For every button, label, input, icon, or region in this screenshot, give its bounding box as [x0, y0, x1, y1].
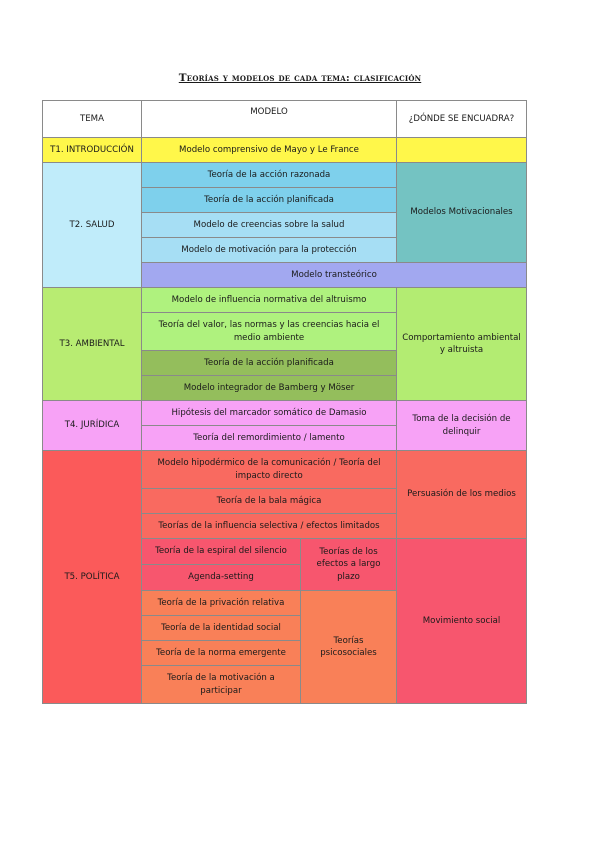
modelo-t5-psico-1: Teoría de la privación relativa	[142, 591, 301, 616]
modelo-t5-largo-1: Teoría de la espiral del silencio	[142, 539, 301, 565]
modelo-t2-4: Modelo de motivación para la protección	[142, 238, 397, 263]
modelo-t4-2: Teoría del remordimiento / lamento	[142, 426, 397, 451]
modelo-t5-medios-1: Modelo hipodérmico de la comunicación / Teoría del impacto directo	[142, 451, 397, 489]
grupo-psicosociales: Teorías psicosociales	[301, 591, 397, 704]
modelo-t2-3: Modelo de creencias sobre la salud	[142, 213, 397, 238]
header-tema: TEMA	[43, 101, 142, 138]
tema-t2: T2. SALUD	[43, 163, 142, 288]
classification-table	[42, 100, 527, 704]
donde-t5-social: Movimiento social	[397, 539, 527, 704]
modelo-t4-1: Hipótesis del marcador somático de Damasio	[142, 401, 397, 426]
modelo-t3-1: Modelo de influencia normativa del altruismo	[142, 288, 397, 313]
modelo-t2-2: Teoría de la acción planificada	[142, 188, 397, 213]
modelo-t5-medios-3: Teorías de la influencia selectiva / efectos limitados	[142, 514, 397, 539]
modelo-t3-4: Modelo integrador de Bamberg y Möser	[142, 376, 397, 401]
donde-t1	[397, 138, 527, 163]
tema-t4: T4. JURÍDICA	[43, 401, 142, 451]
modelo-t3-2: Teoría del valor, las normas y las creencias hacia el medio ambiente	[142, 313, 397, 351]
modelo-t5-medios-2: Teoría de la bala mágica	[142, 489, 397, 514]
modelo-t2-1: Teoría de la acción razonada	[142, 163, 397, 188]
header-donde: ¿DÓNDE SE ENCUADRA?	[397, 101, 527, 138]
modelo-t5-psico-2: Teoría de la identidad social	[142, 616, 301, 641]
header-modelo: MODELO	[142, 101, 397, 138]
modelo-t5-psico-3: Teoría de la norma emergente	[142, 641, 301, 666]
modelo-t5-psico-4: Teoría de la motivación a participar	[142, 666, 301, 704]
modelo-t2-5: Modelo transteórico	[142, 263, 527, 288]
tema-t3: T3. AMBIENTAL	[43, 288, 142, 401]
donde-t5-medios: Persuasión de los medios	[397, 451, 527, 539]
grupo-largo-plazo: Teorías de los efectos a largo plazo	[301, 539, 397, 591]
tema-t1: T1. INTRODUCCIÓN	[43, 138, 142, 163]
modelo-t3-3: Teoría de la acción planificada	[142, 351, 397, 376]
document-title: Teorías y modelos de cada tema: clasificación	[178, 72, 422, 84]
donde-t2: Modelos Motivacionales	[397, 163, 527, 263]
tema-t5: T5. POLÍTICA	[43, 451, 142, 704]
donde-t3: Comportamiento ambiental y altruista	[397, 288, 527, 401]
donde-t4: Toma de la decisión de delinquir	[397, 401, 527, 451]
modelo-t1: Modelo comprensivo de Mayo y Le France	[142, 138, 397, 163]
modelo-t5-largo-2: Agenda-setting	[142, 565, 301, 591]
